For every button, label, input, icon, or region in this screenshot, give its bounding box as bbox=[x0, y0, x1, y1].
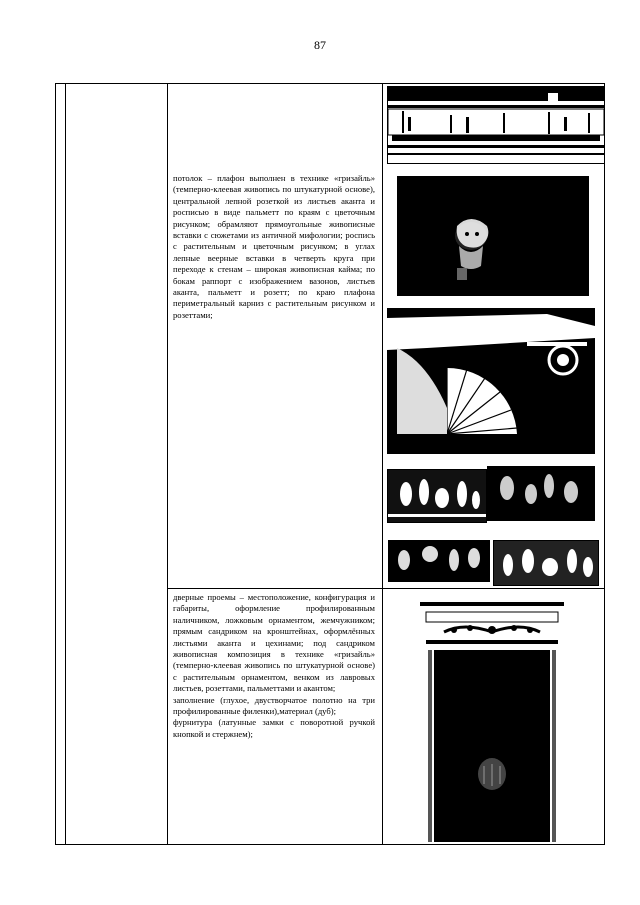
photo-frieze-4 bbox=[493, 540, 599, 586]
photo-fan-corner bbox=[387, 308, 595, 454]
column-divider bbox=[65, 84, 66, 844]
doorway-description: дверные проемы – местоположение, конфигурация и габариты, оформление профилированным наличником, ложковым орнаментом, жемчужником; прямым сандриком на кронштейнах, оформлённых листьями аканта и цехинами; под сандриком живописная композиция в технике «гризайль» (темперно-клеевая живопись по штукатурной основе) с растительным орнаментом, венком из лавровых листьев, розеттами, пальметтами и акантом; заполнение (глухое, двустворчатое полотно на три профилированные филенки),материал (дуб); фурнитура (латунные замки с поворотной ручкой кнопкой и стержнем); bbox=[173, 592, 375, 739]
photo-painted-portrait bbox=[397, 176, 589, 296]
column-divider bbox=[167, 84, 168, 844]
column-divider bbox=[382, 84, 383, 844]
page-number: 87 bbox=[314, 38, 326, 52]
photo-ceiling-cornice bbox=[387, 86, 605, 164]
photo-frieze-3 bbox=[388, 536, 490, 582]
photo-frieze-1 bbox=[387, 469, 487, 523]
heritage-table bbox=[55, 83, 605, 845]
photo-doorway bbox=[414, 596, 570, 842]
row-divider bbox=[167, 588, 604, 589]
ceiling-description: потолок – плафон выполнен в технике «гризайль» (темперно-клеевая живопись по штукатурной основе), центральной лепной розеткой из листьев аканта и росписью в виде пальметт по краям с цветочным рисунком; обрамляют прямоугольные живописные вставки с сюжетами из античной мифологии; роспись с растительным и цветочным рисунком; в углах лепные веерные вставки в четверть круга при переходе к стенам – широкая живописная кайма; по бокам раппорт с изображением вазонов, листьев аканта, пальметт и розетт; по краю плафона периметральный карниз с растительным рисунком и розеттами; bbox=[173, 173, 375, 320]
photo-frieze-2 bbox=[487, 466, 595, 521]
